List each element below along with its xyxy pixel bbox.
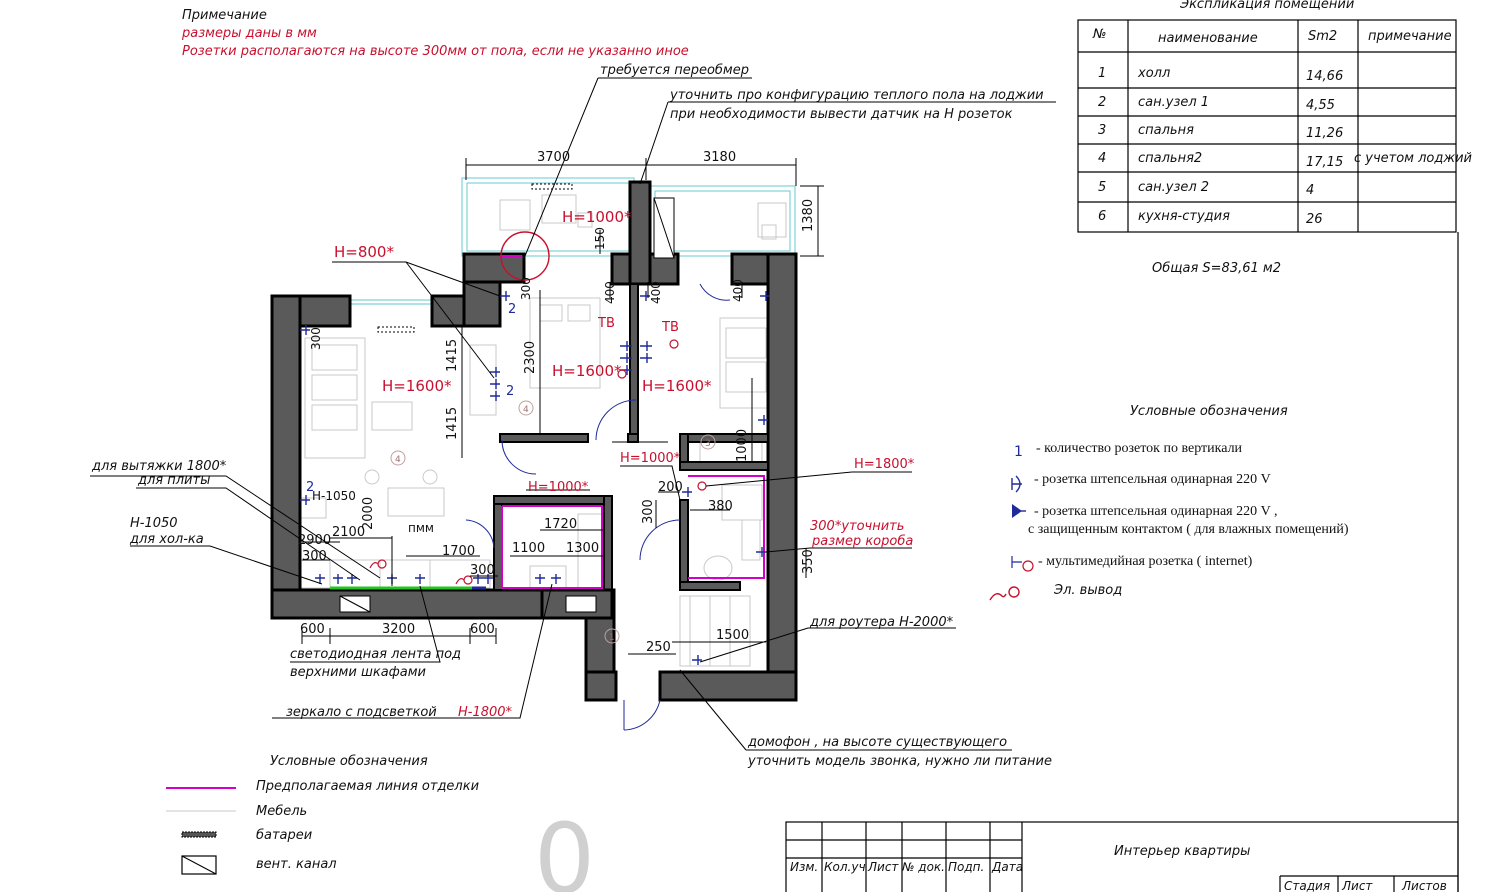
legend-count-text: - количество розеток по вертикали <box>1036 441 1243 456</box>
dim-1500: 1500 <box>716 628 750 643</box>
dim-600a: 600 <box>300 622 325 637</box>
dim-3200: 3200 <box>382 622 416 637</box>
note-fridge: для хол-ка <box>130 532 204 547</box>
notes-title: Примечание <box>182 8 267 23</box>
dim-350: 350 <box>801 549 816 574</box>
note-mirror-height: H-1800* <box>458 705 513 720</box>
explication-row4-name: спальня2 <box>1138 151 1203 166</box>
title-stage: Стадия <box>1284 879 1331 892</box>
dim-2000: 2000 <box>361 496 376 530</box>
dim-150: 150 <box>593 227 607 250</box>
legend-outlet-icon <box>990 587 1019 600</box>
dim-200: 200 <box>658 480 683 495</box>
legend-media-icon <box>1012 556 1033 571</box>
title-list: Лист <box>868 860 899 874</box>
label-pmm: пмм <box>408 521 434 535</box>
explication-header-area: Sm2 <box>1308 29 1338 44</box>
note-router: для роутера H-2000* <box>810 615 954 630</box>
explication-table <box>1078 0 1472 276</box>
dim-1000: 1000 <box>735 428 750 462</box>
legend-socket-ground-icon <box>1012 504 1026 518</box>
legend-media-text: - мультимедийная розетка ( internet) <box>1038 554 1253 569</box>
label-tv-2: ТВ <box>662 320 679 335</box>
explication-total: Общая S=83,61 м2 <box>1152 261 1281 276</box>
title-sheet: Лист <box>1342 879 1373 892</box>
label-h1000-bath1: H=1000* <box>528 480 589 495</box>
explication-row5-name: сан.узел 2 <box>1138 180 1210 195</box>
title-izm: Изм. <box>790 860 819 874</box>
explication-row3-num: 3 <box>1098 123 1107 138</box>
legend-electrical-title: Условные обозначения <box>1130 404 1288 419</box>
legend-radiator-icon <box>182 832 216 837</box>
dim-380: 380 <box>708 499 733 514</box>
toilet <box>704 556 732 580</box>
finish-lines <box>330 256 764 588</box>
legend-socket-text: - розетка штепсельная одинарная 220 V <box>1034 472 1271 487</box>
explication-row1-area: 14,66 <box>1306 69 1344 84</box>
note-intercom-2: уточнить модель звонка, нужно ли питание <box>748 754 1052 769</box>
title-project: Интерьер квартиры <box>1114 844 1251 859</box>
dim-300d: 300 <box>302 549 327 564</box>
explication-row5-area: 4 <box>1306 183 1315 198</box>
dim-300a: 300 <box>519 277 533 300</box>
count-kitchen: 2 <box>306 480 315 495</box>
dim-300e: 300 <box>470 563 495 578</box>
explication-row4-note: с учетом лоджий <box>1354 151 1472 166</box>
dim-300b: 300 <box>309 327 323 350</box>
legend-socket-icon <box>1012 476 1022 492</box>
dim-2300: 2300 <box>523 340 538 374</box>
dim-400c: 400 <box>731 279 745 302</box>
note-floor-heat-1: уточнить про конфигурацию теплого пола на лоджии <box>670 88 1044 103</box>
explication-row3-area: 11,26 <box>1306 126 1344 141</box>
label-h800: H=800* <box>334 243 394 261</box>
legend-furniture-text: Мебель <box>256 804 308 819</box>
kitchen-run <box>300 560 490 588</box>
title-sheets: Листов <box>1402 879 1447 892</box>
note-led-1: светодиодная лента под <box>290 647 462 662</box>
sofa <box>305 338 365 458</box>
note-box-2: размер короба <box>812 534 914 549</box>
dim-1415b: 1415 <box>445 406 460 440</box>
label-h1600-bedroom1: H=1600* <box>552 362 622 380</box>
room-mark-1: 1 <box>609 633 615 643</box>
note-remeasure: требуется переобмер <box>600 63 749 78</box>
coffee-table <box>372 402 412 430</box>
room-mark-4b: 4 <box>523 405 529 415</box>
explication-row2-num: 2 <box>1098 95 1107 110</box>
legend-vent-text: вент. канал <box>256 857 337 872</box>
title-block <box>786 822 1458 892</box>
note-stove: для плиты <box>138 473 211 488</box>
tv-unit <box>470 345 496 415</box>
notes-dimensions: размеры даны в мм <box>182 26 317 41</box>
count-bedroom1: 2 <box>508 302 517 317</box>
label-h1600-bedroom2: H=1600* <box>642 377 712 395</box>
socket-group-living <box>490 367 500 401</box>
dim-3700: 3700 <box>537 150 571 165</box>
general-notes <box>181 8 689 59</box>
leader-lines <box>90 78 1056 750</box>
explication-header-note: примечание <box>1368 29 1452 44</box>
legend-finish-text: Предполагаемая линия отделки <box>256 779 480 794</box>
explication-row6-name: кухня-студия <box>1138 209 1230 224</box>
title-data: Дата <box>992 860 1024 874</box>
bed-2 <box>720 318 770 408</box>
watermark-digit: 0 <box>534 803 596 892</box>
count-living: 2 <box>506 384 515 399</box>
loggia-glazing <box>302 178 795 304</box>
dim-1700: 1700 <box>442 544 476 559</box>
explication-row3-name: спальня <box>1138 123 1194 138</box>
explication-header-num: № <box>1093 27 1107 42</box>
explication-row1-name: холл <box>1138 66 1171 81</box>
dining-table <box>388 488 444 516</box>
note-mirror: зеркало с подсветкой <box>286 705 437 720</box>
dim-400b: 400 <box>649 281 663 304</box>
explication-row2-name: сан.узел 1 <box>1138 95 1210 110</box>
legend-socket-ground-text-1: - розетка штепсельная одинарная 220 V , <box>1034 504 1278 519</box>
explication-row6-area: 26 <box>1306 212 1323 227</box>
dim-250: 250 <box>646 640 671 655</box>
dim-1415a: 1415 <box>445 338 460 372</box>
notes-sockets-height: Розетки располагаются на высоте 300мм от пола, если не указанно иное <box>182 44 689 59</box>
room-mark-4a: 4 <box>395 455 401 465</box>
note-hood: для вытяжки 1800* <box>92 459 227 474</box>
label-tv-1: ТВ <box>598 316 615 331</box>
legend-outlet-text: Эл. вывод <box>1054 583 1123 598</box>
dim-400a: 400 <box>603 281 617 304</box>
label-h1000-top: H=1000* <box>562 208 632 226</box>
title-podp: Подп. <box>948 860 985 874</box>
dim-3180: 3180 <box>703 150 737 165</box>
label-h1050-a: H-1050 <box>312 489 356 503</box>
explication-row2-area: 4,55 <box>1306 98 1335 113</box>
note-led-2: верхними шкафами <box>290 665 426 680</box>
dim-2100: 2100 <box>332 525 366 540</box>
dim-1100: 1100 <box>512 541 546 556</box>
dim-1380: 1380 <box>801 198 816 232</box>
legend-socket-ground-text-2: с защищенным контактом ( для влажных помещений) <box>1028 522 1349 537</box>
explication-header-name: наименование <box>1158 31 1258 46</box>
label-h1050-b: H-1050 <box>130 516 178 531</box>
dim-600b: 600 <box>470 622 495 637</box>
legend-lines-title: Условные обозначения <box>270 754 428 769</box>
explication-row6-num: 6 <box>1098 209 1107 224</box>
label-h1600-living: H=1600* <box>382 377 452 395</box>
explication-row1-num: 1 <box>1098 66 1107 81</box>
explication-title: Экспликация помещений <box>1180 0 1355 12</box>
dim-1300: 1300 <box>566 541 600 556</box>
explication-row5-num: 5 <box>1098 180 1107 195</box>
note-intercom-1: домофон , на высоте существующего <box>748 735 1008 750</box>
title-doc: № док. <box>902 860 945 874</box>
explication-row4-area: 17,15 <box>1306 155 1344 170</box>
dim-2900: 2900 <box>298 533 332 548</box>
room-mark-3: 3 <box>705 439 711 449</box>
dim-300c: 300 <box>641 499 656 524</box>
note-box-1: 300*уточнить <box>810 519 905 534</box>
legend-lines <box>166 754 479 874</box>
legend-count-symbol: 1 <box>1014 444 1023 460</box>
label-h1000-mid: H=1000* <box>620 451 681 466</box>
explication-row4-num: 4 <box>1098 151 1107 166</box>
legend-radiators-text: батареи <box>256 828 313 843</box>
title-kol: Кол.уч <box>824 860 866 874</box>
plan-annotations <box>91 63 1052 769</box>
note-floor-heat-2: при необходимости вывести датчик на Н розеток <box>670 107 1013 122</box>
legend-electrical <box>990 404 1349 600</box>
label-h1800-bath2: H=1800* <box>854 457 915 472</box>
dim-1720: 1720 <box>544 517 578 532</box>
